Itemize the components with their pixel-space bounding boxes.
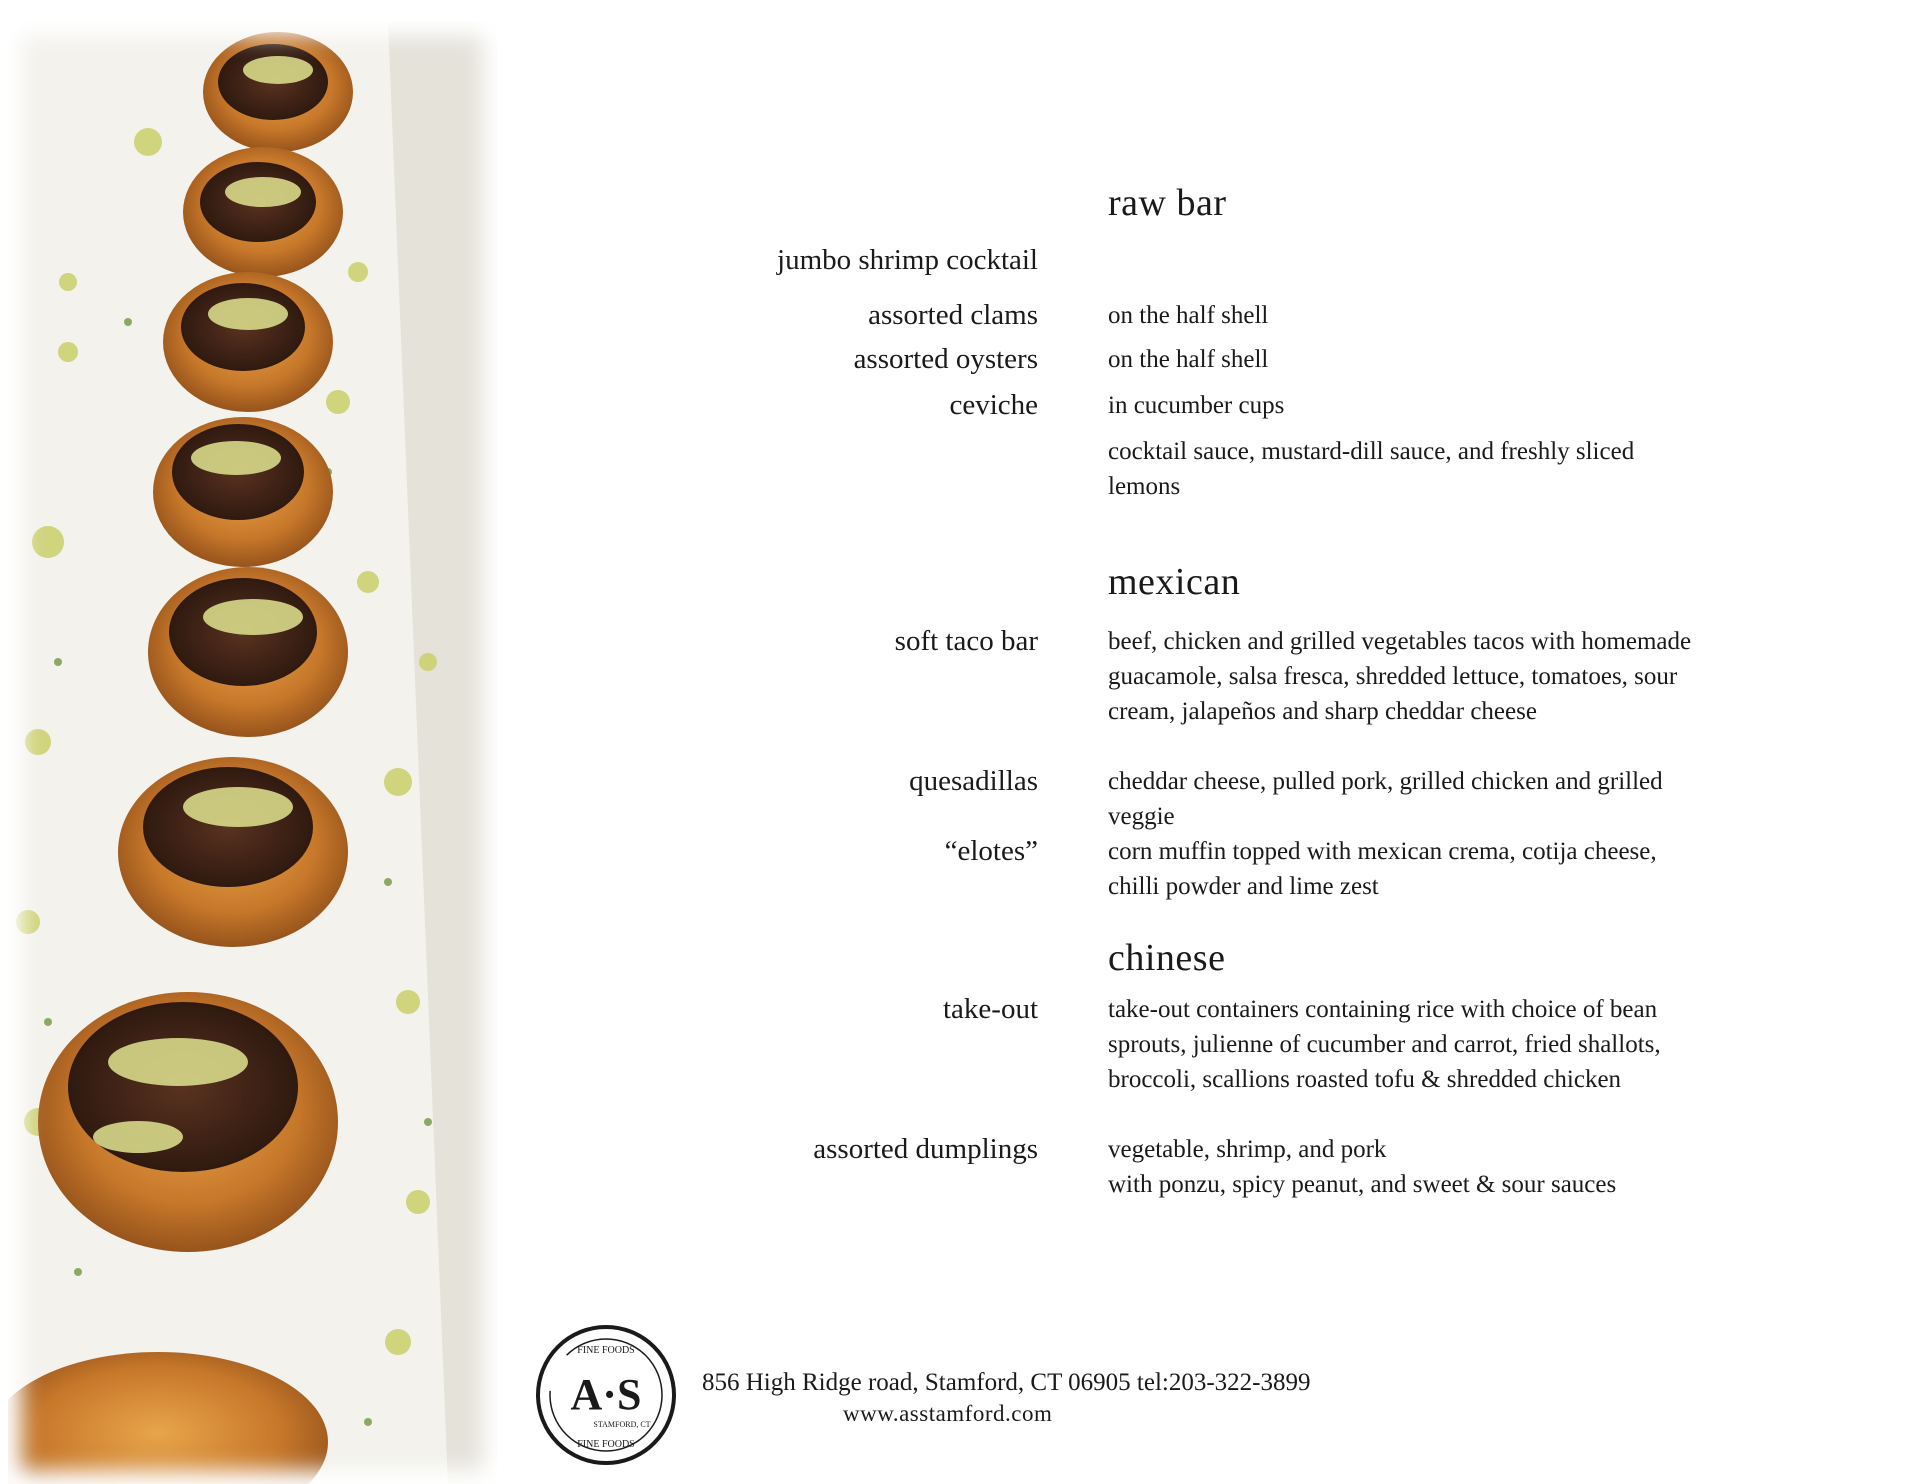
item-desc-quesadillas: cheddar cheese, pulled pork, grilled chicken and grilled veggie (1108, 768, 1663, 830)
item-desc-ceviche: in cucumber cups (1108, 392, 1285, 419)
footer-address: 856 High Ridge road, Stamford, CT 06905 tel:203-322-3899 (702, 1369, 1311, 1396)
logo-mark (532, 1321, 680, 1469)
item-name-assorted-dumplings: assorted dumplings (813, 1133, 1038, 1165)
svg-text:A·S: A·S (570, 1370, 642, 1419)
item-name-elotes: “elotes” (944, 835, 1038, 867)
item-desc-assorted-clams: on the half shell (1108, 302, 1269, 329)
item-name-ceviche: ceviche (949, 389, 1038, 421)
item-name-soft-taco-bar: soft taco bar (894, 625, 1038, 657)
item-name-quesadillas: quesadillas (909, 765, 1038, 797)
section-title-mexican: mexican (1108, 561, 1241, 603)
item-name-jumbo-shrimp-cocktail: jumbo shrimp cocktail (777, 244, 1038, 276)
item-desc-soft-taco-bar: beef, chicken and grilled vegetables tacos with homemade guacamole, salsa fresca, shredded lettuce, tomatoes, sour cream, jalapeños and sharp cheddar cheese (1108, 628, 1692, 725)
item-name-assorted-oysters: assorted oysters (853, 343, 1038, 375)
item-name-assorted-clams: assorted clams (868, 299, 1038, 331)
svg-text:STAMFORD, CT: STAMFORD, CT (593, 1420, 651, 1429)
section-title-raw-bar: raw bar (1108, 182, 1227, 224)
item-desc-take-out: take-out containers containing rice with choice of bean sprouts, julienne of cucumber and carrot, fried shallots, broccoli, scallions roasted tofu & shredded chicken (1108, 996, 1661, 1093)
item-name-take-out: take-out (942, 993, 1038, 1025)
item-desc-elotes: corn muffin topped with mexican crema, cotija cheese, chilli powder and lime zest (1108, 838, 1657, 900)
item-desc-assorted-dumplings: vegetable, shrimp, and pork (1108, 1136, 1387, 1163)
footer-website-link[interactable]: www.asstamford.com (843, 1401, 1053, 1426)
item-desc-assorted-oysters: on the half shell (1108, 346, 1269, 373)
item-desc-raw-bar-sauces: cocktail sauce, mustard-dill sauce, and freshly sliced lemons (1108, 438, 1635, 500)
svg-text:FINE FOODS: FINE FOODS (577, 1439, 635, 1450)
as-fine-foods-logo (532, 1321, 680, 1469)
item-desc-dumpling-sauces: with ponzu, spicy peanut, and sweet & sour sauces (1108, 1171, 1617, 1198)
svg-text:FINE FOODS: FINE FOODS (577, 1345, 635, 1356)
section-title-chinese: chinese (1108, 937, 1226, 979)
